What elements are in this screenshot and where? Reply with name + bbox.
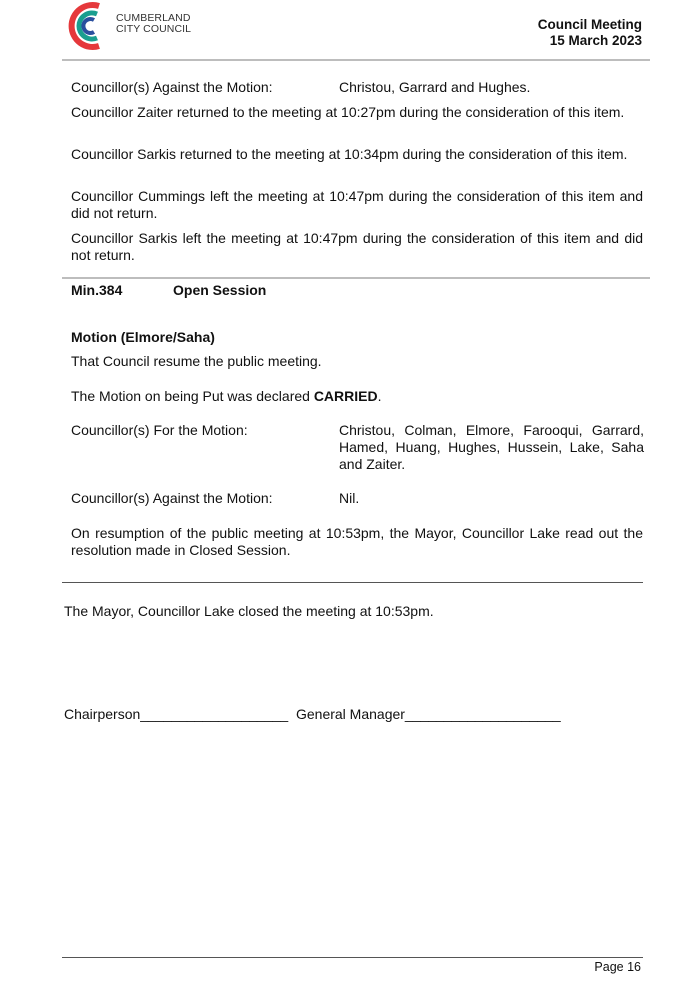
general-manager-signature: General Manager____________________ <box>295 706 561 722</box>
section-divider <box>62 277 650 279</box>
note-paragraph: Councillor Sarkis left the meeting at 10:47pm during the consideration of this item and did not return. <box>71 230 643 263</box>
closing-divider <box>62 582 643 583</box>
meeting-header <box>538 17 642 49</box>
signature-line <box>64 706 561 722</box>
note-paragraph: Councillor Cummings left the meeting at 10:47pm during the consideration of this item and did not return. <box>71 188 643 221</box>
result-word: CARRIED <box>313 388 378 404</box>
chairperson-signature: Chairperson___________________ <box>64 706 289 722</box>
closing-statement: The Mayor, Councillor Lake closed the meeting at 10:53pm. <box>64 603 434 619</box>
motion-text: That Council resume the public meeting. <box>71 353 322 369</box>
for-label: Councillor(s) For the Motion: <box>71 422 248 438</box>
note-paragraph: Councillor Zaiter returned to the meeting at 10:27pm during the consideration of this item. <box>71 104 625 120</box>
meeting-title: Council Meeting <box>537 17 642 32</box>
against-value: Christou, Garrard and Hughes. <box>339 79 531 95</box>
motion-heading: Motion (Elmore/Saha) <box>71 329 215 345</box>
motion-result: The Motion on being Put was declared CARRIED. <box>71 388 382 404</box>
against-label: Councillor(s) Against the Motion: <box>71 79 273 95</box>
against-value: Nil. <box>339 490 360 506</box>
resumption-paragraph: On resumption of the public meeting at 10:53pm, the Mayor, Councillor Lake read out the resolution made in Closed Session. <box>71 525 643 558</box>
footer-divider <box>62 957 643 958</box>
page-number: Page 16 <box>594 960 641 974</box>
meeting-date: 15 March 2023 <box>549 33 642 48</box>
council-logo-text: CUMBERLAND CITY COUNCIL <box>116 12 192 35</box>
note-paragraph: Councillor Sarkis returned to the meeting at 10:34pm during the consideration of this item. <box>71 146 628 162</box>
header-divider <box>62 59 650 61</box>
for-value: Christou, Colman, Elmore, Farooqui, Garrard, Hamed, Huang, Hughes, Hussein, Lake, Saha and Zaiter. <box>339 422 644 472</box>
against-label: Councillor(s) Against the Motion: <box>71 490 273 506</box>
minute-title: Open Session <box>173 282 267 298</box>
minute-number: Min.384 <box>71 282 123 298</box>
